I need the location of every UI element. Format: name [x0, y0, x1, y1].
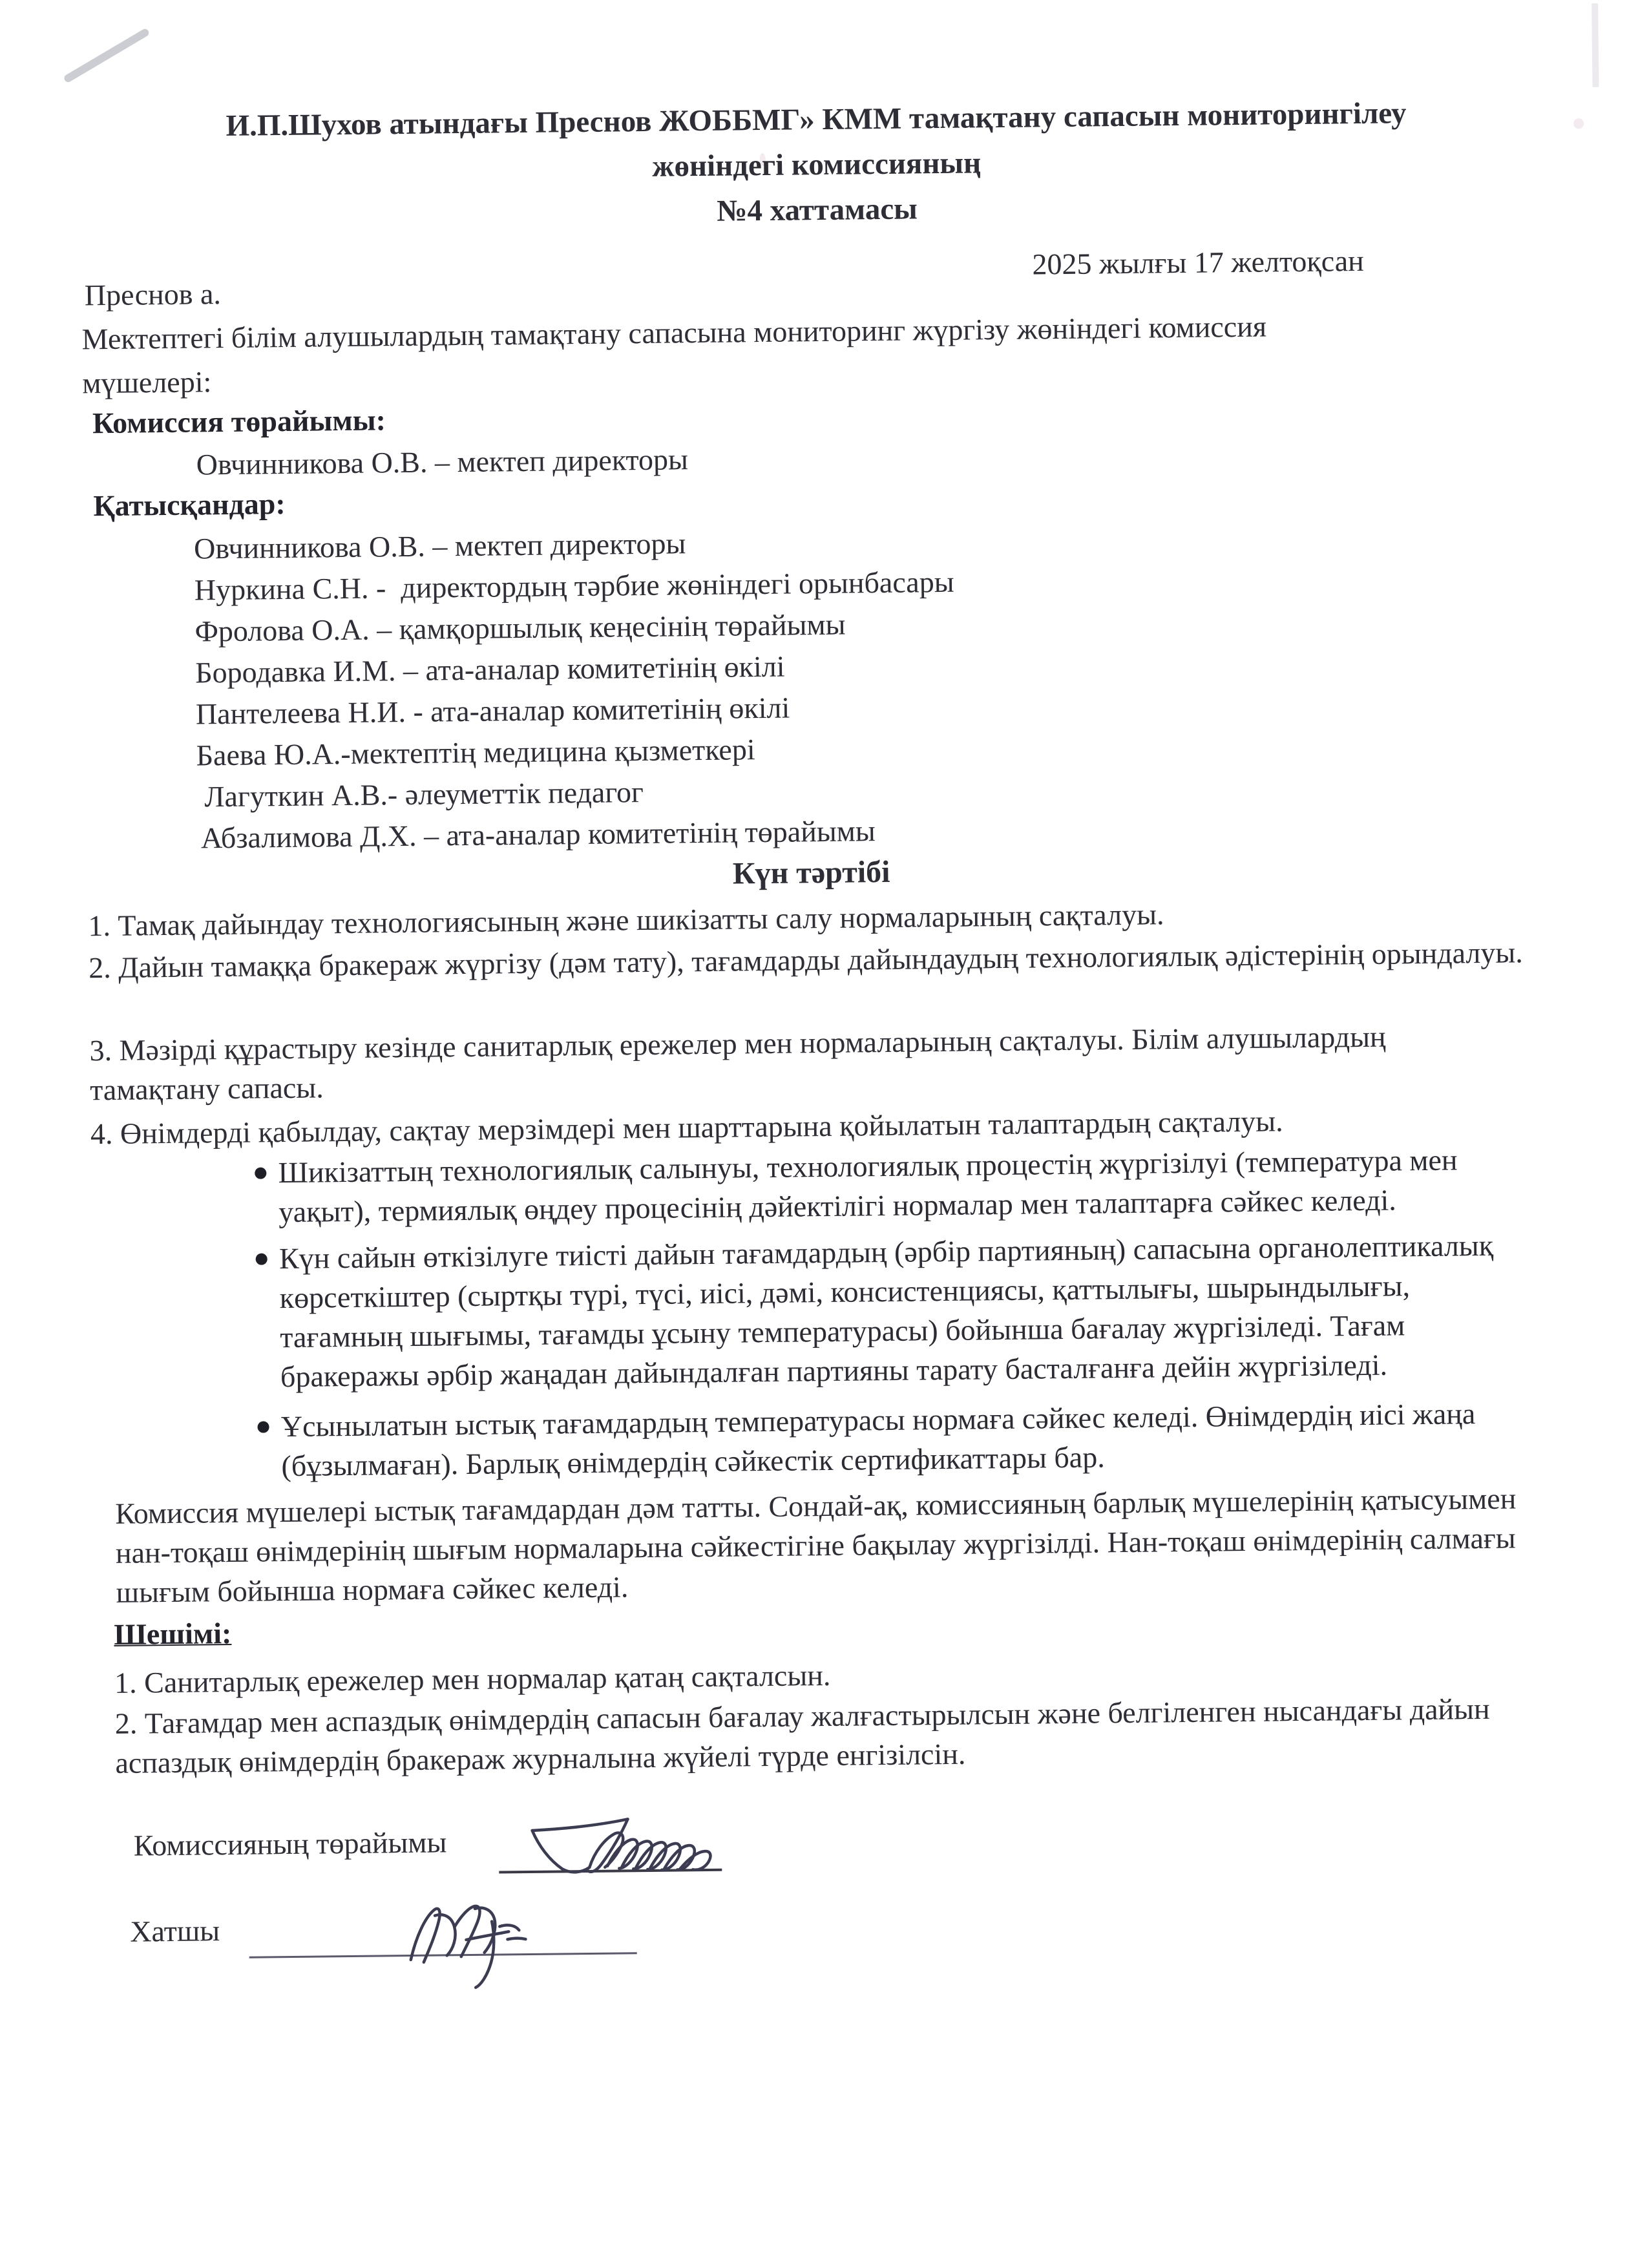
- decision-item: 1. Санитарлық ережелер мен нормалар қатаң сақталсын.: [114, 1658, 831, 1699]
- participant-item: Пантелеева Н.И. - ата-аналар комитетінің өкілі: [195, 691, 790, 731]
- decision-heading: Шешімі:: [114, 1616, 232, 1651]
- document-title: [183, 90, 1451, 239]
- signature-secretary-handwriting: [396, 1888, 565, 1993]
- chair-heading: Комиссия төрайымы:: [92, 403, 386, 440]
- bullet-text: Күн сайын өткізілуге тиісті дайын тағамдардың (әрбір партияның) сапасына органолептикалық көрсеткіштер (сыртқы түрі, түсі, иісі, дәмі, консистенциясы, қаттылығы, шырындылығы, тағамның шығымы, тағамды ұсыну температурасы) бойынша бағалау жүргізіледі. Тағам бракеражы әрбір жаңадан дайындалған партияны тарату басталғанға дейін жүргізіледі.: [278, 1228, 1494, 1394]
- bullet-text: Шикізаттың технологиялық салынуы, технологиялық процестің жүргізілуі (температура мен уақыт), термиялық өңдеу процесінің дәйектілігі нормалар мен талаптарға сәйкес келеді.: [278, 1143, 1458, 1229]
- document-place: Преснов а.: [84, 277, 222, 312]
- document-date: 2025 жылғы 17 желтоқсан: [1032, 244, 1365, 281]
- signature-label-secretary: Хатшы: [130, 1914, 220, 1948]
- participant-item: Бородавка И.М. – ата-аналар комитетінің өкілі: [194, 649, 785, 689]
- scanner-artifact-speck: [1573, 118, 1584, 129]
- bullet-icon: ●: [253, 1243, 270, 1274]
- agenda-heading: Күн тәртібі: [732, 854, 890, 891]
- participant-item: Баева Ю.А.-мектептің медицина қызметкері: [196, 733, 755, 772]
- title-line-2: жөніндегі комиссияның: [652, 146, 982, 184]
- bullet-icon: ●: [255, 1411, 272, 1442]
- scanner-artifact-staple: [63, 28, 150, 84]
- title-line-1: И.П.Шухов атындағы Преснов ЖОББМГ» КММ тамақтану сапасын мониторингілеу: [226, 96, 1407, 143]
- list-item: [253, 1225, 1535, 1396]
- decision-item: 2. Тағамдар мен аспаздық өнімдердің сапасын бағалау жалғастырылсын және белгіленген нысандағы дайын аспаздық өнімдердің бракераж журналына жүйелі түрде енгізілсін.: [114, 1692, 1490, 1780]
- summary-paragraph: Комиссия мүшелері ыстық тағамдардан дәм татты. Сондай-ақ, комиссияның барлық мүшелерінің қатысуымен нан-тоқаш өнімдерінің шығым нормаларына сәйкестігіне бақылау жүргізілді. Нан-тоқаш өнімдерінің салмағы шығым бойынша нормаға сәйкес келеді.: [115, 1482, 1517, 1609]
- bullet-icon: ●: [252, 1157, 269, 1188]
- participants-heading: Қатысқандар:: [93, 487, 286, 523]
- agenda-item: 1. Тамақ дайындау технологиясының және шикізатты салу нормаларының сақталуы.: [88, 898, 1164, 943]
- chair-name: Овчинникова О.В. – мектеп директоры: [196, 443, 689, 481]
- agenda-item: 4. Өнімдерді қабылдау, сақтау мерзімдері мен шарттарына қойылатын талаптардың сақталуы.: [90, 1104, 1283, 1151]
- intro-line-1: Мектептегі білім алушылардың тамақтану сапасына мониторинг жүргізу жөніндегі комиссия: [81, 310, 1267, 356]
- title-line-3: №4 хаттамасы: [716, 192, 918, 228]
- participant-item: Абзалимова Д.Х. – ата-аналар комитетінің төрайымы: [200, 814, 876, 855]
- intro-line-2: мүшелері:: [82, 365, 212, 400]
- list-item: [255, 1393, 1548, 1486]
- agenda-item: 2. Дайын тамаққа бракераж жүргізу (дәм тату), тағамдарды дайындаудың технологиялық әдістерінің орындалуы.: [88, 936, 1524, 985]
- participant-item: Нуркина С.Н. - директордың тәрбие жөніндегі орынбасары: [194, 565, 954, 607]
- scanner-artifact-edge-mark: [1591, 3, 1599, 87]
- signature-chair-handwriting: [524, 1804, 738, 1884]
- participant-item: Лагуткин А.В.- әлеуметтік педагог: [204, 775, 644, 814]
- list-item: [252, 1140, 1506, 1232]
- agenda-item: 3. Мәзірді құрастыру кезінде санитарлық ережелер мен нормаларының сақталуы. Білім алушылардың тамақтану сапасы.: [89, 1020, 1386, 1107]
- bullet-text: Ұсынылатын ыстық тағамдардың температурасы нормаға сәйкес келеді. Өнімдердің иісі жаңа (бұзылмаған). Барлық өнімдердің сәйкестік сертификаттары бар.: [280, 1397, 1476, 1483]
- signature-label-chair: Комиссияның төрайымы: [133, 1825, 447, 1862]
- participant-item: Овчинникова О.В. – мектеп директоры: [193, 527, 686, 565]
- participant-item: Фролова О.А. – қамқоршылық кеңесінің төрайымы: [194, 607, 846, 648]
